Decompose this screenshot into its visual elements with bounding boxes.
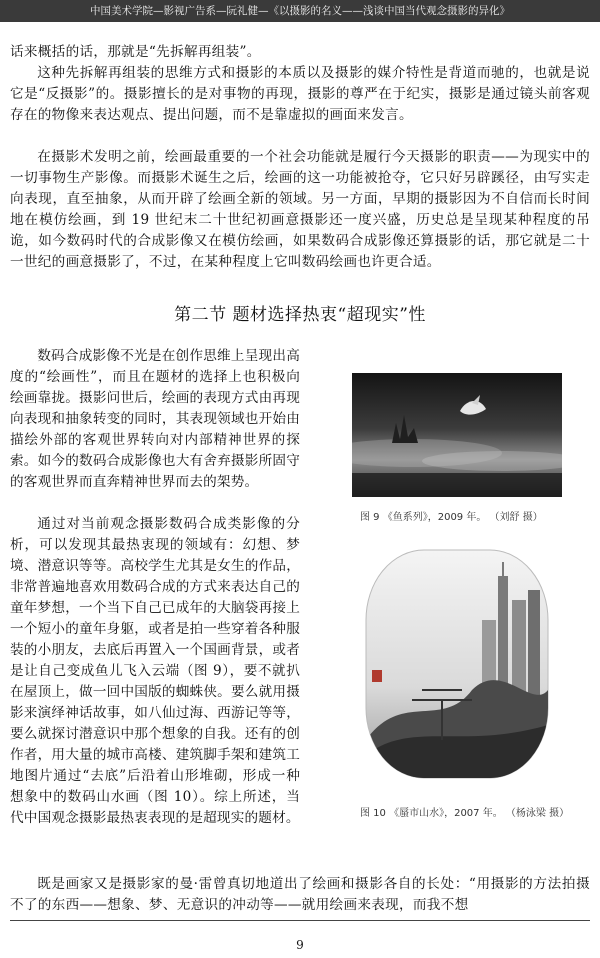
figure-10-image	[352, 540, 562, 788]
figure-10-caption: 图 10 《蜃市山水》，2007 年。 （杨泳梁 摄）	[360, 808, 570, 819]
paragraph-bottom: 既是画家又是摄影家的曼·雷曾真切地道出了绘画和摄影各自的长处：“用摄影的方法拍摄不了的东西——想象、梦、无意识的冲动等——就用绘画来表现，而我不想	[10, 876, 590, 913]
section-title: 第二节 题材选择热衷“超现实”性	[174, 305, 426, 325]
paragraph-2: 这种先拆解再组装的思维方式和摄影的本质以及摄影的媒介特性是背道而驰的，也就是说它是“反摄影”的。摄影擅长的是对事物的再现，摄影的尊严在于纪实，摄影是通过镜头前客观存在的物像来表达观点、提出问题，而不是靠虚拟的画面来发言。	[10, 65, 590, 123]
page-number: 9	[296, 938, 304, 952]
column-paragraph-1: 数码合成影像不光是在创作思维上呈现出高度的“绘画性”，而且在题材的选择上也积极向绘画靠拢。摄影问世后，绘画的表现方式由再现向表现和抽象转变的同时，其表现领域也开始由描绘外部的客观世界转向对内部精神世界的探索。如今的数码合成影像也大有舍弃摄影所固守的客观世界而直奔精神世界而去的架势。	[10, 348, 300, 490]
paragraph-1: 话来概括的话，那就是“先拆解再组装”。	[10, 44, 261, 60]
running-header: 中国美术学院—影视广告系—阮礼健—《以摄影的名义——浅谈中国当代观念摄影的异化》	[0, 0, 600, 22]
figure-9-illustration	[352, 373, 562, 497]
figure-9-image	[352, 373, 562, 497]
figure-10-illustration	[352, 540, 562, 788]
footer-rule	[10, 920, 590, 921]
column-paragraph-2: 通过对当前观念摄影数码合成类影像的分析，可以发现其最热衷现的领域有：幻想、梦境、潜意识等等。高校学生尤其是女生的作品，非常普遍地喜欢用数码合成的方式来表达自己的童年梦想，一个当下自己已成年的大脑袋再接上一个短小的童年身躯，或者是拍一些穿着各种服装的小朋友，去底后再置入一个国画背景，或者是让自己变成鱼儿飞入云端（图 9），要不就扒在屋顶上，做一回中国版的蜘蛛侠。要么就用摄影来演绎神话故事，如八仙过海、西游记等等，要么就探讨潜意识中那个想象的自我。还有的创作者，用大量的城市高楼、建筑脚手架和建筑工地图片通过“去底”后沿着山形堆砌，形成一种想象中的数码山水画（图 10）。综上所述，当代中国观念摄影最热衷表现的是超现实的题材。	[10, 516, 300, 826]
paragraph-3: 在摄影术发明之前，绘画最重要的一个社会功能就是履行今天摄影的职责——为现实中的一切事物生产影像。而摄影术诞生之后，绘画的这一功能被抢夺，它只好另辟蹊径，由写实走向表现，直至抽象，从而开辟了绘画全新的领域。另一方面，早期的摄影因为不自信而长时间地在模仿绘画，到 19 世纪末二十世纪初画意摄影还一度兴盛，历史总是呈现某种程度的吊诡，如今数码时代的合成影像又在模仿绘画，如果数码合成影像还算摄影的话，那它就是二十一世纪的画意摄影了，不过，在某种程度上它叫数码绘画也许更合适。	[10, 149, 590, 270]
figure-9-caption: 图 9 《鱼系列》，2009 年。 （刘舒 摄）	[360, 512, 543, 523]
